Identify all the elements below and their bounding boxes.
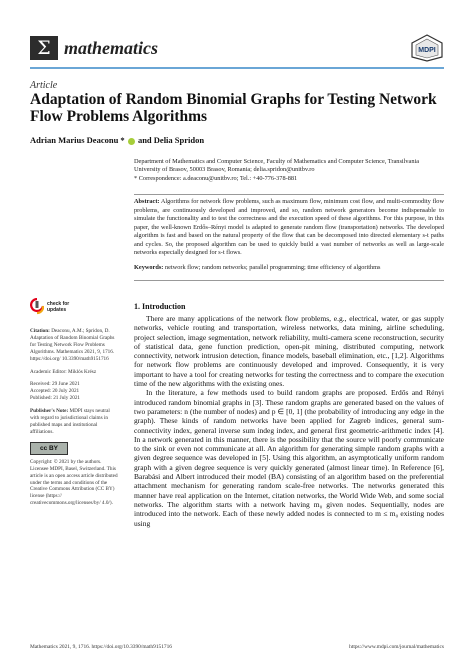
paragraph: There are many applications of the network flow problems, e.g., electrical, water, or gas supply networks, vehicle routing and transportation, wireless networks, data mining, airline scheduling, project selection, image segmentation, network reliability, multi-camera scene reconstruction, security of statistical data, gene function prediction, open-pit mining, distributed computing, network connectivity, network intrusion detection, finance models, baseball elimination, etc., [1,2]. Algorithms for network flow problems are continuously developed and improved. Consequently, it is very important to have a tool for creating networks for testing the correctness and to compare the execution time of the new algorithms with the existing ones. (134, 314, 444, 389)
check-updates-label: check for updates (47, 301, 70, 313)
section-heading: 1. Introduction (134, 302, 186, 311)
publisher-note-label: Publisher's Note: (30, 408, 69, 415)
body-text (134, 314, 444, 528)
paragraph: In the literature, a few methods used to build random graphs are proposed. Erdős and Rényi introduced random binomial graphs in [3]. These random graphs are generated based on the values of two parameters: n (the number of nodes) and p ∈ [0, 1] (the probability of introducing any edge in the graph). These kinds of random networks have been applied for Zagreb indices, general sum-connectivity index, general inverse sum indeg index, and general first geometric-arithmetic index [4]. In a network generated in this manner, there is the possibility that the source will poorly communicate to the sink or even not communicate at all. An algorithm for generating simple random graphs with a given degree sequence was developed in [5]. Using this algorithm, an asymptotically uniform random graph with a given degree sequence is very quickly generated (almost linear time). In Reference [6], Barabási and Albert introduced their model (BA) consisting of an algorithm based on the preferential attachment mechanism for generating random scale-free networks. The networks generated this manner have real application on the Internet, citation networks, the World Wide Web, and some social networks. The algorithm starts with a network having m₀ given nodes. Sequentially, nodes are introduced into the network. Each of these newly added nodes is connected to m ≤ m₀ existing nodes using (134, 388, 444, 528)
mdpi-logo-icon (410, 34, 444, 62)
author-conjunction: and (137, 135, 152, 145)
correspondence-text: * Correspondence: a.deaconu@unitbv.ro; Tel.: +40-776-378-881 (134, 174, 298, 182)
author-name[interactable]: Delia Spridon (153, 135, 205, 145)
mdpi-logo-text: MDPI (418, 47, 436, 54)
orcid-icon[interactable] (128, 138, 135, 145)
copyright-text: Copyright: © 2021 by the authors. Licensee MDPI, Basel, Switzerland. This article is an open access article distributed under the terms and conditions of the Creative Commons Attribution (CC BY) license (https:// creativecommons.org/licenses/by/ 4.0/). (30, 458, 118, 507)
keywords-text: network flow; random networks; parallel programming; time efficiency of algorithms (164, 264, 381, 271)
publisher-note (30, 408, 120, 436)
cc-license-icon[interactable]: cc BY (30, 442, 68, 455)
header-rule (30, 67, 444, 69)
article-info-sidebar (30, 296, 120, 513)
keywords-label: Keywords: (134, 264, 164, 271)
dates-block (30, 381, 120, 402)
check-for-updates-button[interactable] (30, 296, 120, 318)
author-name[interactable]: Adrian Marius Deaconu * (30, 135, 125, 145)
abstract-text: Algorithms for network flow problems, such as maximum flow, minimum cost flow, and multi-commodity flow problems, are continuously developed and improved, and so, random network generators become indispensable to simulate the functionality and to test the correctness and the execution speed of these algorithms. For this purpose, in this paper, the well-known Erdős–Rényi model is adapted to generate random flow (transportation) networks. The developed algorithm is fast and based on the natural property of the flow that can be decomposed into directed elementary s-t paths and cycles. So, the proposed algorithm can be used to quickly build a vast number of networks as well as large-scale networks especially designed for s-t flows. (134, 198, 444, 256)
publisher-note-text: MDPI stays neutral with regard to jurisdictional claims in published maps and institutional affiliations. (30, 408, 110, 435)
editor-label: Academic Editor: (30, 368, 67, 375)
journal-logo-icon: Σ (30, 36, 58, 60)
citation-block (30, 328, 120, 363)
citation-text: Deaconu, A.M.; Spridon, D. Adaptation of Random Binomial Graphs for Testing Network Flow Problems Algorithms. Mathematics 2021, 9, 1716. https://doi.org/ 10.3390/math9151716 (30, 328, 115, 362)
footer-journal-url[interactable]: https://www.mdpi.com/journal/mathematics (349, 644, 444, 650)
check-updates-icon (30, 298, 44, 315)
journal-name: mathematics (64, 38, 158, 58)
affiliation-block (134, 158, 444, 183)
journal-header (30, 34, 444, 64)
abstract (134, 198, 444, 258)
affiliation-text: Department of Mathematics and Computer Science, Faculty of Mathematics and Computer Science, Transilvania University of Brasov, 50003 Brasov, Romania; delia.spridon@unitbv.ro (134, 158, 420, 174)
citation-label: Citation: (30, 328, 50, 334)
keywords (134, 264, 444, 272)
author-list (30, 135, 204, 145)
divider (134, 194, 444, 195)
received-date: Received: 29 June 2021 (30, 381, 80, 388)
divider (134, 280, 444, 281)
editor-name: Miklós Krész (68, 368, 97, 375)
academic-editor (30, 369, 120, 376)
abstract-label: Abstract: (134, 198, 160, 205)
accepted-date: Accepted: 20 July 2021 (30, 388, 80, 395)
published-date: Published: 21 July 2021 (30, 395, 81, 402)
article-type: Article (30, 80, 58, 91)
footer-citation: Mathematics 2021, 9, 1716. https://doi.org/10.3390/math9151716 (30, 644, 172, 650)
article-title: Adaptation of Random Binomial Graphs for Testing Network Flow Problems Algorithms (30, 91, 437, 125)
